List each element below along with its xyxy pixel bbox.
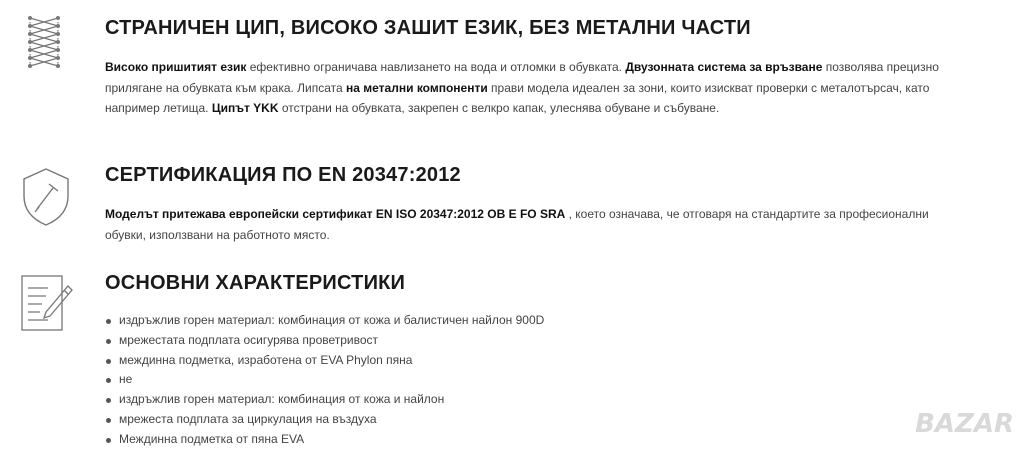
list-item: не [105, 370, 544, 390]
shield-nail-icon [20, 166, 72, 228]
dual-lacing-label: Двузонната система за връзване [625, 60, 823, 74]
list-item: междинна подметка, изработена от EVA Phylon пяна [105, 351, 544, 371]
cert-standard-label: Моделът притежава европейски сертификат EN ISO 20347:2012 OB E FO SRA [105, 207, 566, 221]
high-tongue-label: Високо пришитият език [105, 60, 247, 74]
features-section [0, 260, 1024, 451]
zipper-section [0, 0, 1024, 150]
cert-description: Моделът притежава европейски сертификат EN ISO 20347:2012 OB E FO SRA , което означава, че отговаря на стандартите за професионални обувки, използвани на работното място. [105, 207, 929, 242]
list-item: мрежестата подплата осигурява проветривост [105, 331, 544, 351]
list-item: издръжлив горен материал: комбинация от кожа и балистичен найлон 900D [105, 311, 544, 331]
zipper-description: Високо пришитият език ефективно ограничава навлизането на вода и отломки в обувката. Двузонната система за връзване позволява прецизно прилягане на обувката към крака. Липсата на метални компоненти прави модела идеален за зони, които изискват проверки с металотърсач, като например летища. Ципът YKK отстрани на обувката, закрепен с велкро капак, улеснява обуване и събуване. [105, 60, 939, 115]
ykk-zipper-label: Ципът YKK [211, 101, 279, 115]
zipper-title: СТРАНИЧЕН ЦИП, ВИСОКО ЗАШИТ ЕЗИК, БЕЗ МЕТАЛНИ ЧАСТИ [105, 17, 751, 39]
no-metal-label: на метални компоненти [346, 80, 488, 95]
list-item: мрежеста подплата за циркулация на въздуха [105, 410, 544, 430]
certification-section [0, 150, 1024, 260]
lacing-icon [22, 14, 66, 70]
features-list [105, 311, 544, 450]
bazar-watermark: BAZAR [915, 409, 1014, 439]
features-title: ОСНОВНИ ХАРАКТЕРИСТИКИ [105, 272, 406, 294]
cert-title: СЕРТИФИКАЦИЯ ПО EN 20347:2012 [105, 164, 461, 186]
document-pencil-icon [18, 272, 74, 334]
list-item: издръжлив горен материал: комбинация от кожа и найлон [105, 390, 544, 410]
list-item: Междинна подметка от пяна EVA [105, 430, 544, 450]
